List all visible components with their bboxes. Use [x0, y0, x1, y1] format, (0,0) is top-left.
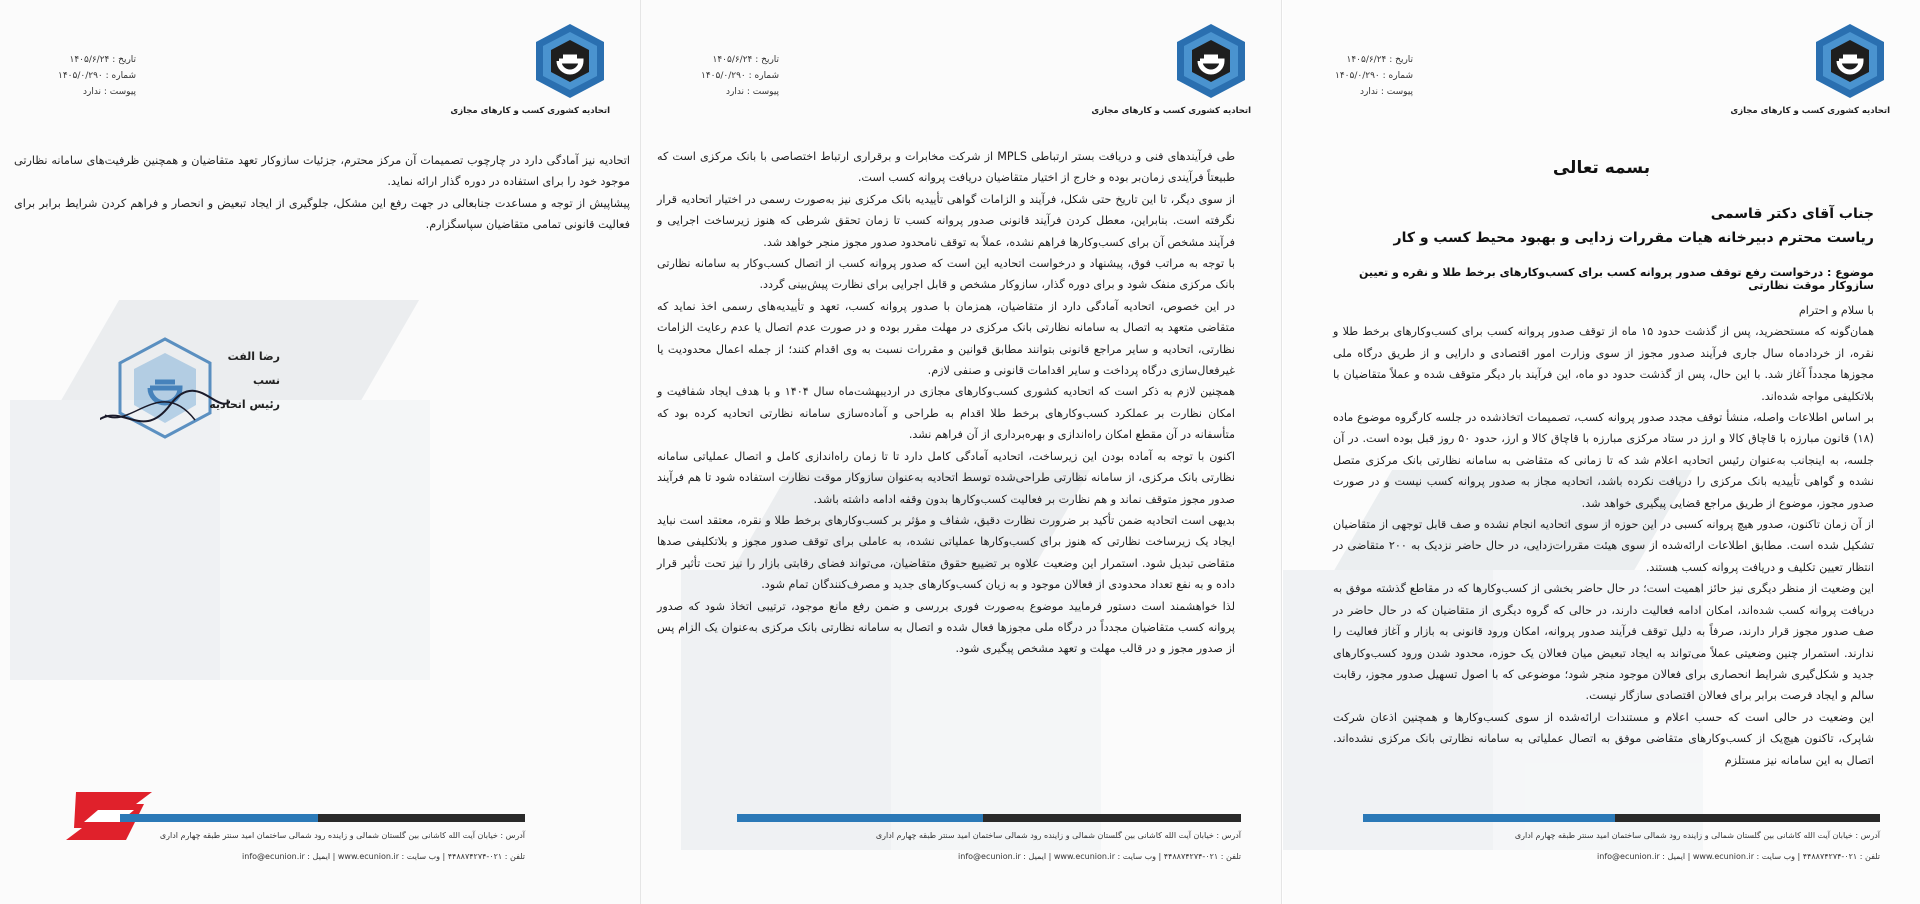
letter-date: تاریخ : ۱۴۰۵/۶/۲۴ [712, 55, 780, 65]
footer-address: آدرس : خیابان آیت الله کاشانی بین گلستان شمالی و زاینده رود شمالی ساختمان امید سنتر طبقه چهارم اداری [875, 831, 1241, 840]
footer-contact: تلفن : ۰۲۱-۴۴۸۸۷۴۲۷۴ | وب سایت : www.ecunion.ir | ایمیل : info@ecunion.ir [958, 852, 1241, 861]
body-paragraph: اکنون با توجه به آماده بودن این زیرساخت، اتحادیه آمادگی کامل دارد تا تا زمان راه‌اندازی کامل و اتصال عملیاتی سامانه نظارتی بانک مرکزی، از سامانه نظارتی طراحی‌شده توسط اتحادیه به‌عنوان سازوکار موقت نظارت استفاده شود تا هم فرآیند صدور مجوز متوقف نماند و هم نظارت بر فعالیت کسب‌وکارها بدون وقفه ادامه داشته باشد. [657, 449, 1235, 506]
letter-number: شماره : ۱۴۰۵/۰/۲۹۰ [1335, 71, 1414, 81]
letter-number: شماره : ۱۴۰۵/۰/۲۹۰ [701, 71, 780, 81]
letter-attachment: پیوست : ندارد [1359, 87, 1414, 97]
letter-number: شماره : ۱۴۰۵/۰/۲۹۰ [58, 71, 137, 81]
letter-page-2 [640, 0, 1282, 904]
body-paragraph: این وضعیت از منظر دیگری نیز حائز اهمیت است؛ در حال حاضر بخشی از کسب‌وکارها که در مقاطع گذشته موفق به دریافت پروانه کسب شده‌اند، امکان ادامه فعالیت دارند، در حالی که گروه دیگری از متقاضیان که در حال حاضر در صف صدور مجوز قرار دارند، صرفاً به دلیل توقف فرآیند صدور پروانه، امکان ورود قانونی به بازار و آغاز فعالیت را ندارند. استمرار چنین وضعیتی عملاً می‌تواند به ایجاد تبعیض میان فعالان یک حوزه، محدود شدن ورود کسب‌وکارهای جدید و شکل‌گیری شرایط انحصاری برای فعالان موجود منجر شود؛ موضوعی که با اصول تسهیل صدور مجوز، رقابت سالم و ایجاد فرصت برابر برای فعالان اقتصادی سازگار نیست. [1333, 582, 1874, 703]
body-paragraph: از سوی دیگر، تا این تاریخ حتی شکل، فرآیند و الزامات گواهی تأییدیه بانک مرکزی نیز به‌صورت رسمی در اختیار اتحادیه قرار نگرفته است. بنابراین، معطل کردن فرآیند قانونی صدور پروانه کسب تا زمان تحقق شرطی که هنوز زیرساخت اجرایی و فرآیند مشخص آن برای کسب‌وکارها فراهم نشده، عملاً به توقف نامحدود صدور مجوز منجر خواهد شد. [657, 192, 1235, 249]
signer-name: رضا الفت نسب [227, 350, 280, 387]
letter-body [657, 146, 1235, 660]
letter-meta [1335, 52, 1413, 100]
footer-contact: تلفن : ۰۲۱-۴۴۸۸۷۴۲۷۴ | وب سایت : www.ecunion.ir | ایمیل : info@ecunion.ir [1597, 852, 1880, 861]
letter-footer [120, 814, 525, 876]
letter-page-3 [0, 0, 640, 904]
letter-meta [58, 52, 136, 100]
letter-footer [1363, 814, 1880, 876]
addressee-title: ریاست محترم دبیرخانه هیات مقررات زدایی و بهبود محیط کسب و کار [1393, 230, 1874, 246]
letter-meta [701, 52, 779, 100]
union-logo-icon [531, 22, 609, 100]
body-paragraph: با توجه به مراتب فوق، پیشنهاد و درخواست اتحادیه این است که صدور پروانه کسب از اتصال کسب‌وکار به سامانه نظارتی بانک مرکزی منفک شود و برای دوره گذار، سازوکار مشخص و قابل اجرایی برای نظارت پیش‌بینی گردد. [657, 257, 1235, 292]
bismillah: بسمه تعالی [1552, 158, 1651, 178]
addressee-name: جناب آقای دکتر قاسمی [1710, 206, 1874, 222]
body-paragraph: این وضعیت در حالی است که حسب اعلام و مستندات ارائه‌شده از سوی کسب‌وکارها و همچنین اذعان شرکت شاپرک، تاکنون هیچ‌یک از کسب‌وکارهای متقاضی موفق به اتصال عملیاتی به سامانه نظارتی بانک مرکزی نشده‌اند. اتصال به این سامانه نیز مستلزم [1333, 710, 1874, 767]
greeting: با سلام و احترام [1798, 304, 1874, 317]
footer-address: آدرس : خیابان آیت الله کاشانی بین گلستان شمالی و زاینده رود شمالی ساختمان امید سنتر طبقه چهارم اداری [159, 831, 525, 840]
letter-subject: موضوع : درخواست رفع توقف صدور پروانه کسب برای کسب‌وکارهای برخط طلا و نقره و تعیین سازوکار موقت نظارتی [1358, 266, 1874, 292]
letter-body [1333, 300, 1874, 771]
footer-address: آدرس : خیابان آیت الله کاشانی بین گلستان شمالی و زاینده رود شمالی ساختمان امید سنتر طبقه چهارم اداری [1514, 831, 1880, 840]
union-logo [1091, 22, 1251, 116]
signer-title: رئیس اتحادیه [209, 398, 280, 411]
union-logo [450, 22, 610, 116]
body-paragraph: بر اساس اطلاعات واصله، منشأ توقف مجدد صدور پروانه کسب، تصمیمات اتخاذشده در جلسه کارگروه موضوع ماده (۱۸) قانون مبارزه با قاچاق کالا و ارز در ستاد مرکزی مبارزه با قاچاق کالا و ارز، حدود ۵۰ روز قبل بوده است. در آن جلسه، به اینجانب به‌عنوان رئیس اتحادیه اعلام شد که تا زمانی که متقاضی به سامانه نظارتی بانک مرکزی متصل نشده و گواهی تأییدیه بانک مرکزی را دریافت نکرده باشد، اتحادیه مجاز به صدور پروانه کسب نیست و در صورت صدور مجوز، موضوع از طریق مراجع قضایی پیگیری خواهد شد. [1333, 411, 1874, 510]
union-logo [1730, 22, 1890, 116]
footer-bar [737, 814, 1241, 822]
signature-block [100, 335, 280, 445]
body-paragraph: در این خصوص، اتحادیه آمادگی دارد از متقاضیان، همزمان با صدور پروانه کسب، تعهد و تأییدیه‌های رسمی اخذ نماید که متقاضی متعهد به اتصال به سامانه نظارتی بانک مرکزی در مهلت مقرر بوده و در صورت عدم اتصال یا عدم رعایت الزامات نظارتی، اتحادیه و سایر مراجع قانونی بتوانند مطابق قوانین و مقررات نسبت به وی اقدام کنند؛ از جمله اعمال محدودیت یا غیرفعال‌سازی درگاه پرداخت و سایر اقدامات قانونی و صنفی لازم. [657, 299, 1235, 378]
body-paragraph: همچنین لازم به ذکر است که اتحادیه کشوری کسب‌وکارهای مجازی در اردیبهشت‌ماه سال ۱۴۰۴ و با هدف ایجاد شفافیت و امکان نظارت بر عملکرد کسب‌وکارهای برخط طلا اقدام به طراحی و آماده‌سازی سامانه نظارتی اتحادیه کرده بود که متأسفانه در آن مقطع امکان راه‌اندازی و بهره‌برداری از آن فراهم نشد. [657, 385, 1235, 442]
footer-bar [1363, 814, 1880, 822]
letter-footer [737, 814, 1241, 876]
letter-attachment: پیوست : ندارد [725, 87, 780, 97]
body-paragraph: همان‌گونه که مستحضرید، پس از گذشت حدود ۱۵ ماه از توقف صدور پروانه کسب برای کسب‌وکارهای برخط طلا و نقره، از خردادماه سال جاری فرآیند صدور مجوز از سوی وزارت امور اقتصادی و دارایی و از طریق درگاه ملی مجوزها مجدداً آغاز شد. با این حال، پس از گذشت حدود دو ماه، این فرآیند بار دیگر متوقف شده و عملاً متقاضیان با بلاتکلیفی مواجه شده‌اند. [1333, 325, 1874, 403]
body-paragraph: اتحادیه نیز آمادگی دارد در چارچوب تصمیمات آن مرکز محترم، جزئیات سازوکار تعهد متقاضیان و همچنین ظرفیت‌های سامانه نظارتی موجود خود را برای استفاده در دوره گذار ارائه نماید. [14, 154, 630, 189]
body-paragraph: طی فرآیندهای فنی و دریافت بستر ارتباطی MPLS از شرکت مخابرات و برقراری ارتباط اختصاصی با بانک مرکزی است که طبیعتاً فرآیندی زمان‌بر بوده و خارج از اختیار متقاضیان دریافت پروانه کسب است. [657, 150, 1235, 185]
union-logo-icon [1172, 22, 1250, 100]
signer [200, 345, 280, 417]
footer-contact: تلفن : ۰۲۱-۴۴۸۸۷۴۲۷۴ | وب سایت : www.ecunion.ir | ایمیل : info@ecunion.ir [242, 852, 525, 861]
footer-bar [120, 814, 525, 822]
body-paragraph: بدیهی است اتحادیه ضمن تأکید بر ضرورت نظارت دقیق، شفاف و مؤثر بر کسب‌وکارهای برخط طلا و نقره، معتقد است نباید ایجاد یک زیرساخت نظارتی که هنوز برای کسب‌وکارها عملیاتی نشده، به عاملی برای توقف صدور مجوز و بلاتکلیفی صدها متقاضی تبدیل شود. استمرار این وضعیت علاوه بر تضییع حقوق متقاضیان، می‌تواند فضای رقابتی بازار را نیز تحت تأثیر قرار داده و به نفع تعداد محدودی از فعالان موجود و به زیان کسب‌وکارهای جدید و مصرف‌کنندگان تمام شود. [657, 513, 1235, 592]
union-logo-icon [1811, 22, 1889, 100]
letter-date: تاریخ : ۱۴۰۵/۶/۲۴ [1346, 55, 1414, 65]
addressee [1333, 202, 1874, 250]
letter-body [14, 150, 630, 236]
closing-paragraph: پیشاپیش از توجه و مساعدت جنابعالی در جهت رفع این مشکل، جلوگیری از ایجاد تبعیض و انحصار و فراهم کردن شرایط برابر برای فعالیت قانونی تمامی متقاضیان سپاسگزارم. [14, 196, 630, 232]
org-name: اتحادیه کشوری کسب و کارهای مجازی [1091, 106, 1251, 116]
body-paragraph: لذا خواهشمند است دستور فرمایید موضوع به‌صورت فوری بررسی و ضمن رفع مانع موجود، ترتیبی اتخاذ شود که صدور پروانه کسب متقاضیان مجدداً در درگاه ملی مجوزها فعال شده و اتصال به سامانه نظارتی بانک مرکزی به‌عنوان یک الزام پس از صدور مجوز و در قالب مهلت و تعهد مشخص پیگیری شود. [657, 599, 1235, 656]
org-name: اتحادیه کشوری کسب و کارهای مجازی [1730, 106, 1890, 116]
letter-page-1 [1283, 0, 1920, 904]
org-name: اتحادیه کشوری کسب و کارهای مجازی [450, 106, 610, 116]
letter-date: تاریخ : ۱۴۰۵/۶/۲۴ [69, 55, 137, 65]
letter-attachment: پیوست : ندارد [82, 87, 137, 97]
body-paragraph: از آن زمان تاکنون، صدور هیچ پروانه کسبی در این حوزه از سوی اتحادیه انجام نشده و صف قابل توجهی از متقاضیان تشکیل شده است. مطابق اطلاعات ارائه‌شده از سوی هیئت مقررات‌زدایی، در حال حاضر نزدیک به ۲۰۰ متقاضی در انتظار تعیین تکلیف و دریافت پروانه کسب هستند. [1333, 518, 1874, 574]
